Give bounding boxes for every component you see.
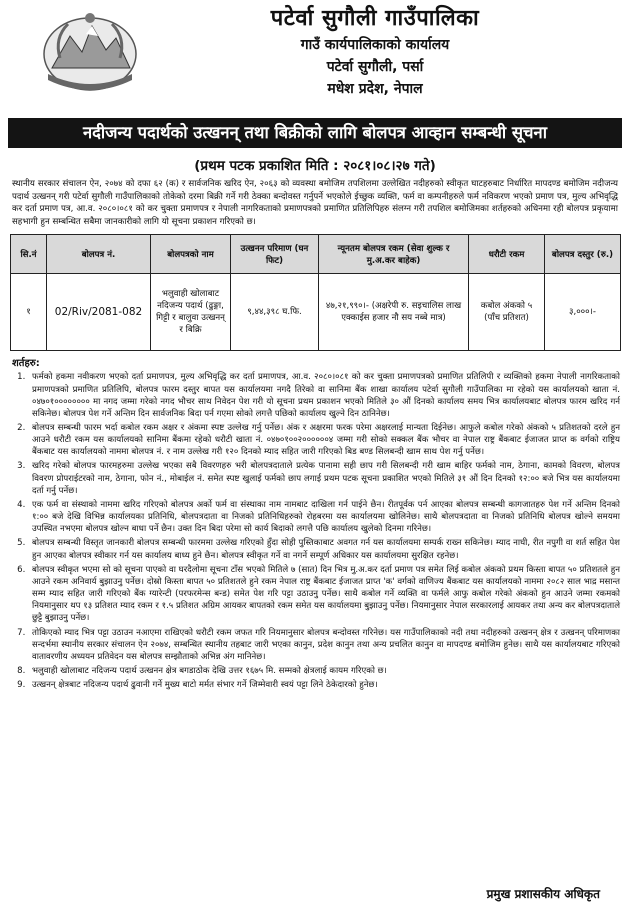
header (10, 0, 620, 118)
col-header-min-amount: न्यूनतम बोलपत्र रकम (सेवा शुल्क र मु.अ.कर बाहेक) (319, 235, 469, 274)
col-header-deposit: धरौटी रकम (469, 235, 545, 274)
term-item: 6. बोलपत्र स्वीकृत भएमा सो को सूचना पाएको वा घरदैलोमा सूचना टाँस भएको मितिले ७ (सात) दिन भित्र मु.अ.कर दर्ता प्रमाण पत्र समेत लिई कबोल अंकको प्रथम किस्ता बापत ५० प्रतिशतले हुन आउने रकम अनिवार्य बुझाउनु पर्नेछ। दोस्रो किस्ता बापत ५० प्रतिशतले हुने रकम नेपाल राष्ट्र बैंकबाट ईजाजत प्राप्त 'क' वर्गको वाणिज्य बैंकबाट यस कार्यालयको नाममा २०८२ साल भाद्र मसान्त सम्म म्याद सहित जारी गरिएको बैंक ग्यारेन्टी (परफरमेन्स बन्ड) समेत पेश गरि पट्टा उठाउनु पर्नेछ। साथै कबोल गर्ने व्यक्ति वा फर्मले आफु कबोल गरेको अंकको हुन आउने जम्मा रकमको नियमानुसार थप १३ प्रतिशत म्याद रकम र १.५ प्रतिशत अग्रिम आयकर बापतको रकम समेत यस कार्यालयमा बुझाउनु पर्नेछ। नियमानुसार नेपाल सरकारलाई आयकर तथा अन्य कर बोलपत्रदाताले छुट्टै बुझाउनु पर्नेछ। (28, 564, 620, 625)
table-row (11, 274, 621, 351)
term-item: 4. एक फर्म वा संस्थाको नाममा खरिद गरिएको बोलपत्र अर्को फर्म वा संस्थाका नाम नामबाट दाखिला गर्न पाईने छैन। रीतपूर्वक पर्न आएका बोलपत्र सम्बन्धी कागजातहरु पेश गर्ने अन्तिम दिनको १:०० बजे देखि विभिन्न कार्यालयका प्रतिनिधि, बोलपत्रदाता वा निजको प्रतिनिधिहरुको रोहबरमा यस कार्यालयमा खोलिनेछ। साथै बोलपत्रदाता वा निजको प्रतिनिधि बोलपत्र खोल्ने समयमा उपस्थित नभएमा बोलपत्र खोल्न बाधा पर्ने छैन। उक्त दिन बिदा परेमा सो कार्य बिदाको लगत्तै पछि कार्यालय खुलेको दिनमा गरिनेछ। (28, 499, 620, 535)
office-location: पटेर्वा सुगौली, पर्सा (326, 59, 424, 75)
term-item: 9. उत्खनन् क्षेत्रबाट नदिजन्य पदार्थ ढुवानी गर्ने मुख्य बाटो मर्मत संभार गर्ने जिम्मेवारी स्वयं पट्टा लिने ठेकेदारको हुनेछ। (28, 679, 620, 691)
cell-bid-no: 02/Riv/2081-082 (47, 274, 151, 351)
tender-table (10, 234, 621, 351)
term-item: 1. फर्मको हकमा नवीकरण भएको दर्ता प्रमाणपत्र, मुल्य अभिवृद्धि कर दर्ता प्रमाणपत्र, आ.व. २०८०।०८१ को कर चुक्ता प्रमाणपत्रको प्रमाणित प्रतिलिपी र व्यक्तिको हकमा नेपाली नागरिकताको प्रमाणपत्रको प्रमाणित प्रतिलिपि, बोलपत्र फारम दस्तुर बापत यस कार्यालयमा नगदै तिरेको वा सानिमा बैंक शाखा कार्यालय पटेर्वा सुगौली गाउँपालिका मा रहेको यस कार्यालयको खाता नं. ०४७०१०००००००० मा नगद जम्मा गरेको नगद भौचर साथ निवेदन पेश गरी यो सूचना प्रथम प्रकाशन भएको मितिले ३० औं दिनको कार्यालय समय भित्र कार्यालयबाट बोलपत्र फारम खरिद गर्न सकिनेछ। बोलपत्र पेश गर्ने अन्तिम दिन सार्वजनिक बिदा पर्न गएमा सोको लगत्तै पछिको कार्यालय खुल्ने दिन ठानिनेछ। (28, 371, 620, 420)
signature-title: प्रमुख प्रशासकीय अधिकृत (486, 887, 600, 901)
nepal-emblem-icon (40, 8, 140, 92)
cell-sn: १ (11, 274, 47, 351)
terms-list (10, 371, 620, 691)
province: मधेश प्रदेश, नेपाल (327, 81, 423, 97)
col-header-bid-no: बोलपत्र नं. (47, 235, 151, 274)
publish-date: (प्रथम पटक प्रकाशित मिति : २०८१।०८।२७ गते) (194, 158, 436, 174)
notice-title-banner: नदीजन्य पदार्थको उत्खनन् तथा बिक्रीको लागि बोलपत्र आव्हान सम्बन्धी सूचना (8, 118, 622, 148)
term-item: 7. तोकिएको म्याद भित्र पट्टा उठाउन नआएमा राखिएको धरौटी रकम जफत गरि नियमानुसार बोलपत्र बन्दोवस्त गरिनेछ। यस गाउँपालिकाको नदी तथा नदीहरुको उत्खनन् क्षेत्र र उत्खनन् परिमाणका सन्दर्भमा स्थानीय सरकार संचालन ऐन २०७४, सम्बन्धित स्थानीय तहबाट जारी भएका कानुन, प्रदेश कानुन तथा अन्य प्रचलित कानुन वा मापदण्ड बमोजिम हुनेछ। साथै यस कार्यालयबाट गरिएको वातावरणीय अध्ययन प्रतिवेदन यस बोलपत्र सम्झौताको अभिन्न अंग मानिनेछ। (28, 627, 620, 663)
cell-min-amount: ४७,२१,९९०।- (अक्षरेपी रु. सइचालिस लाख एक्काईस हजार नौ सय नब्बे मात्र) (319, 274, 469, 351)
office-name: गाउँ कार्यपालिकाको कार्यालय (300, 37, 450, 53)
org-name: पटेर्वा सुगौली गाउँपालिका (270, 6, 480, 31)
cell-quantity: ९,४४,३९८ घ.फि. (231, 274, 319, 351)
col-header-bid-name: बोलपत्रको नाम (151, 235, 231, 274)
col-header-quantity: उत्खनन परिमाण (घन फिट) (231, 235, 319, 274)
intro-paragraph: स्थानीय सरकार संचालन ऐन, २०७४ को दफा ६२ (क) र सार्वजनिक खरिद ऐन, २०६३ को व्यवस्था बमोजिम तपशिलमा उल्लेखित नदीहरुको स्वीकृत घाटहरुबाट निर्धारित मापदण्ड बमोजिम नदीजन्य पदार्थ उत्खनन् गरी पटेर्वा सुगौली गाउँपालिकाको तोकेको दरमा बिक्री गर्ने गरी ठेक्का बन्दोवस्त गर्नुपर्ने भएकोले ईच्छुक व्यक्ति, फर्म वा कम्पनीहरुले फर्म नविकरण भएको प्रमाण पत्र, मुल्य अभिवृद्धि कर दर्ता प्रमाण पत्र, आ.व. २०८०।०८१ को कर चुक्ता प्रमाणपत्र र नेपाली नागरिकताको प्रमाणपत्रको प्रमाणित प्रतिलिपिहरु संलग्न गरी तपशिल बमोजिमका शर्तहरुको अधिनमा रही बोलपत्र प्रकृयामा सहभागी हुन सम्बन्धित सबैमा जानकारीको लागि यो सूचना प्रकाशन गरिएको छ। (12, 179, 618, 227)
col-header-fee: बोलपत्र दस्तुर (रु.) (545, 235, 621, 274)
table-header-row (11, 235, 621, 274)
cell-bid-name: भलुवाही खोलाबाट नदिजन्य पदार्थ (ढुङ्गा, गिट्टी र बालुवा उत्खनन् र बिक्रि (151, 274, 231, 351)
terms-title: शर्तहरु: (12, 358, 40, 370)
term-item: 5. बोलपत्र सम्बन्धी विस्तृत जानकारी बोलपत्र सम्बन्धी फारममा उल्लेख गरिएको हुँदा सोही पुस्तिकाबाट अवगत गर्न यस कार्यालयमा सम्पर्क राख्न सकिनेछ। म्याद नाघी, रीत नपुगी वा शर्त सहित पेश हुन आएका बोलपत्र स्वीकार गर्न यस कार्यालय बाध्य हुने छैन। बोलपत्र स्वीकृत गर्ने वा नगर्ने सम्पूर्ण अधिकार यस कार्यालयमा सुरक्षित रहनेछ। (28, 537, 620, 561)
term-item: 3. खरिद गरेको बोलपत्र फारमहरुमा उल्लेख भएका सबै विवरणहरु भरी बोलपत्रदाताले प्रत्येक पानामा सही छाप गरी सिलबन्दी गरी खाम बाहिर फर्मको नाम, ठेगाना, कामको विवरण, बोलपत्र विवरण प्रोपराईटरको नाम, ठेगाना, फोन नं., मोबाईल नं. समेत स्पष्ट खुलाई फर्मको छाप लगाई प्रथम पटक सूचना प्रकाशित भएको मितिले ३१ औं दिन दिनको १२:०० बजे भित्र यस कार्यालयमा दर्ता गर्नु पर्नेछ। (28, 460, 620, 496)
term-item: 2. बोलपत्र सम्बन्धी फारम भर्दा कबोल रकम अक्षर र अंकमा स्पष्ट उल्लेख गर्नु पर्नेछ। अंक र अक्षरमा फरक परेमा अक्षरलाई मान्यता दिईनेछ। आफुले कबोल गरेको अंकको ५ प्रतिशतको दरले हुन आउने धरौटी रकम यस कार्यालयको सानिमा बैंकमा रहेको धरौटी खाता नं. ०४७०१००२००००००४ जम्मा गरी सोको सक्कल बैंक भौचर वा नेपाल राष्ट्र बैंकबाट ईजाजत प्राप्त क वर्गको राष्ट्रिय बैंकबाट यस कार्यालयको नाममा बोलपत्र नं. र नाम उल्लेख गरी १२० दिनको म्याद सहित जारी गरिएको बिड बण्ड सिलबन्दी खाम साथ पेश गर्नु पर्नेछ। (28, 422, 620, 458)
cell-fee: ३,०००।- (545, 274, 621, 351)
term-item: 8. भलुवाही खोलाबाट नदिजन्य पदार्थ उत्खनन क्षेत्र बगडाठोक देखि उत्तर १६७५ मि. सम्मको क्षेत्रलाई कायम गरिएको छ। (28, 665, 620, 677)
col-header-sn: सि.नं (11, 235, 47, 274)
cell-deposit: कबोल अंकको ५ (पाँच प्रतिशत) (469, 274, 545, 351)
